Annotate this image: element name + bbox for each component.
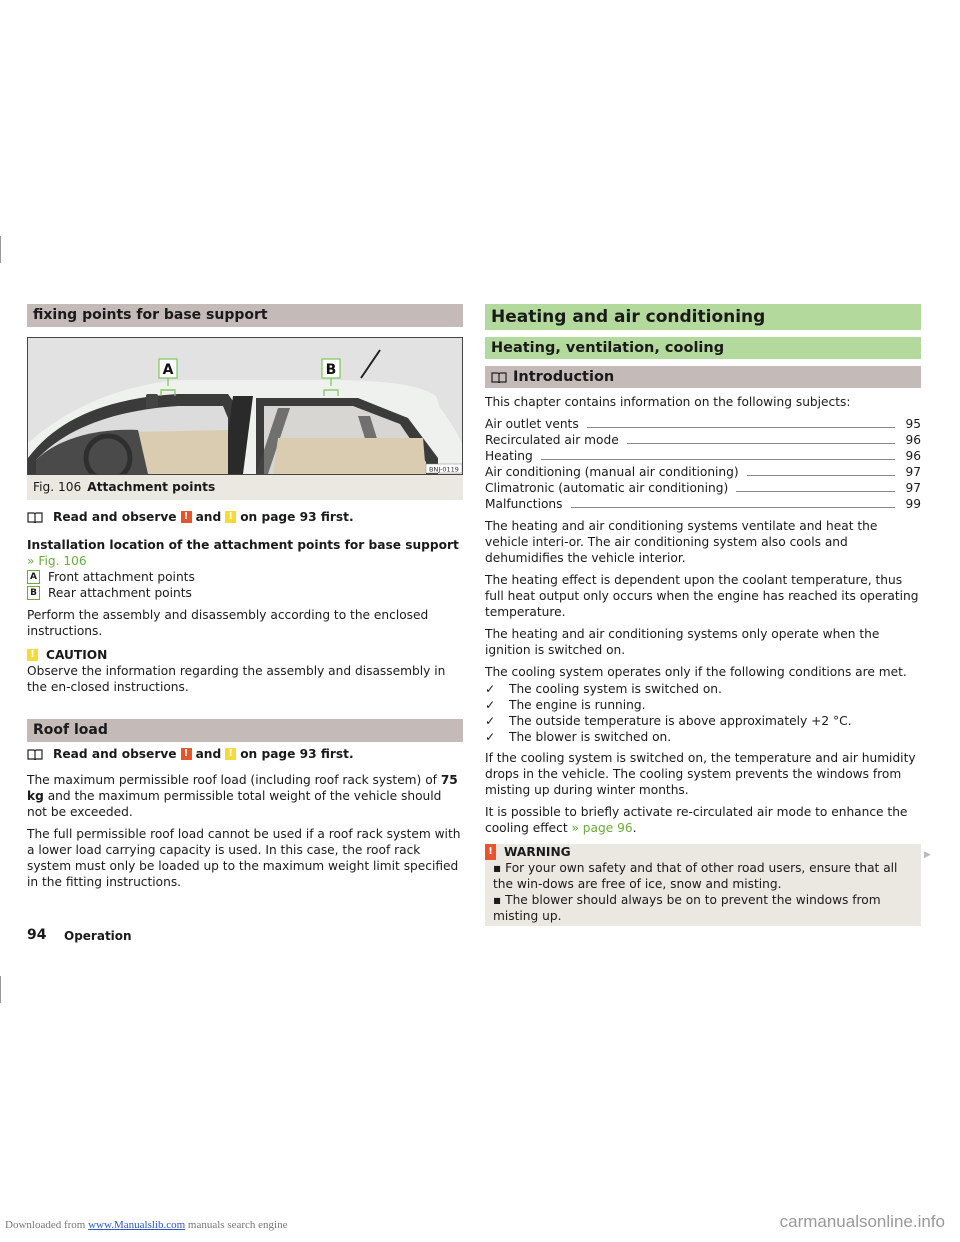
- check-icon: ✓: [485, 730, 496, 744]
- figure-caption: [27, 475, 463, 500]
- warning-box: [485, 844, 921, 926]
- book-icon: [27, 749, 43, 760]
- para-3: The heating and air conditioning systems only operate when the ignition is switched on.: [485, 627, 880, 657]
- read-observe-note: Read and observe ! and ! on page 93 first.: [27, 509, 463, 525]
- footer-section: Operation: [64, 929, 132, 943]
- book-icon: [491, 372, 507, 383]
- legend-item-a: A Front attachment points: [27, 569, 463, 585]
- car-roof-illustration: [28, 338, 463, 474]
- label-b-box: B: [27, 586, 40, 600]
- toc-item[interactable]: Recirculated air mode 96: [485, 433, 921, 447]
- install-location: [27, 537, 463, 569]
- section-title-roof-load: Roof load: [27, 719, 463, 742]
- svg-text:BNJ-0119: BNJ-0119: [429, 465, 459, 474]
- warning-icon[interactable]: !: [181, 511, 192, 523]
- continue-arrow-icon: ▶: [924, 850, 931, 860]
- para-1: The heating and air conditioning systems ventilate and heat the vehicle interi-or. The air conditioning system also cools and dehumidifies the vehicle interior.: [485, 519, 878, 565]
- toc-item[interactable]: Climatronic (automatic air conditioning) 97: [485, 481, 921, 495]
- read-observe-note-2: Read and observe ! and ! on page 93 first.: [27, 746, 463, 762]
- crop-mark-bottom: [0, 976, 1, 1003]
- intro-heading: Introduction: [485, 366, 921, 388]
- toc-item[interactable]: Air outlet vents 95: [485, 417, 921, 431]
- legend-item-b: B Rear attachment points: [27, 585, 463, 601]
- condition-item: ✓ The cooling system is switched on.: [485, 682, 722, 696]
- section-title-fixing-points: fixing points for base support: [27, 304, 463, 327]
- manualslib-link[interactable]: www.Manualslib.com: [88, 1219, 186, 1231]
- toc-item[interactable]: Malfunctions 99: [485, 497, 921, 511]
- figure-attachment-points: [27, 337, 463, 475]
- warning-icon: !: [485, 844, 496, 860]
- warning-item: ▪ For your own safety and that of other road users, ensure that all the win-dows are free of ice, snow and misting.: [493, 861, 898, 891]
- page-number: 94: [27, 927, 47, 943]
- chapter-title: Heating and air conditioning: [485, 304, 921, 330]
- caution-icon: !: [27, 649, 38, 661]
- download-banner: Downloaded from www.Manualslib.com manuals search engine: [5, 1219, 288, 1231]
- svg-text:B: B: [325, 362, 337, 378]
- perform-text: Perform the assembly and disassembly according to the enclosed instructions.: [27, 608, 429, 638]
- warning-icon[interactable]: !: [181, 748, 192, 760]
- toc-item[interactable]: Heating 96: [485, 449, 921, 463]
- conditions-list: [485, 681, 921, 745]
- caution-heading: ! CAUTION: [27, 647, 463, 663]
- caution-icon[interactable]: !: [225, 748, 236, 760]
- intro-text: This chapter contains information on the following subjects:: [485, 395, 851, 409]
- caution-icon[interactable]: !: [225, 511, 236, 523]
- para-4: The cooling system operates only if the following conditions are met.: [485, 665, 907, 679]
- warning-item: ▪ The blower should always be on to prevent the windows from misting up.: [493, 893, 881, 923]
- para-after: If the cooling system is switched on, the temperature and air humidity drops in the vehicle. The cooling system prevents the windows from misting up during winter months.: [485, 751, 916, 797]
- toc-list: [485, 416, 921, 512]
- subchapter-title: Heating, ventilation, cooling: [485, 337, 921, 359]
- left-column: [27, 304, 463, 896]
- warning-heading: ! WARNING: [485, 844, 921, 860]
- check-icon: ✓: [485, 682, 496, 696]
- label-a-box: A: [27, 570, 40, 584]
- figure-number: Fig. 106: [33, 480, 82, 494]
- right-column: [485, 304, 921, 926]
- page-96-link[interactable]: » page 96: [571, 821, 633, 835]
- roof-load-para-1: The maximum permissible roof load (including roof rack system) of 75 kg and the maximum permissible total weight of the vehicle should not be exceeded.: [27, 773, 458, 819]
- crop-mark-top: [0, 236, 1, 263]
- svg-text:A: A: [162, 362, 174, 378]
- roof-load-para-2: The full permissible roof load cannot be used if a roof rack system with a lower load carrying capacity is used. In this case, the roof rack system must only be loaded up to the maximum weight limit specified in the fitting instructions.: [27, 827, 461, 889]
- condition-item: ✓ The blower is switched on.: [485, 730, 672, 744]
- caution-text: Observe the information regarding the assembly and disassembly in the en-closed instructions.: [27, 664, 446, 694]
- toc-item[interactable]: Air conditioning (manual air conditioning) 97: [485, 465, 921, 479]
- watermark: carmanualsonline.info: [779, 1212, 945, 1231]
- install-heading: Installation location of the attachment points for base support: [27, 538, 459, 552]
- condition-item: ✓ The outside temperature is above approximately +2 °C.: [485, 714, 852, 728]
- check-icon: ✓: [485, 698, 496, 712]
- para-2: The heating effect is dependent upon the coolant temperature, thus full heat output only occurs when the engine has reached its operating temperature.: [485, 573, 919, 619]
- figure-title: Attachment points: [87, 480, 216, 494]
- fig-reference-link[interactable]: » Fig. 106: [27, 554, 87, 568]
- recirc-para: It is possible to briefly activate re-circulated air mode to enhance the cooling effect » page 96.: [485, 805, 908, 835]
- book-icon: [27, 512, 43, 523]
- condition-item: ✓ The engine is running.: [485, 698, 646, 712]
- check-icon: ✓: [485, 714, 496, 728]
